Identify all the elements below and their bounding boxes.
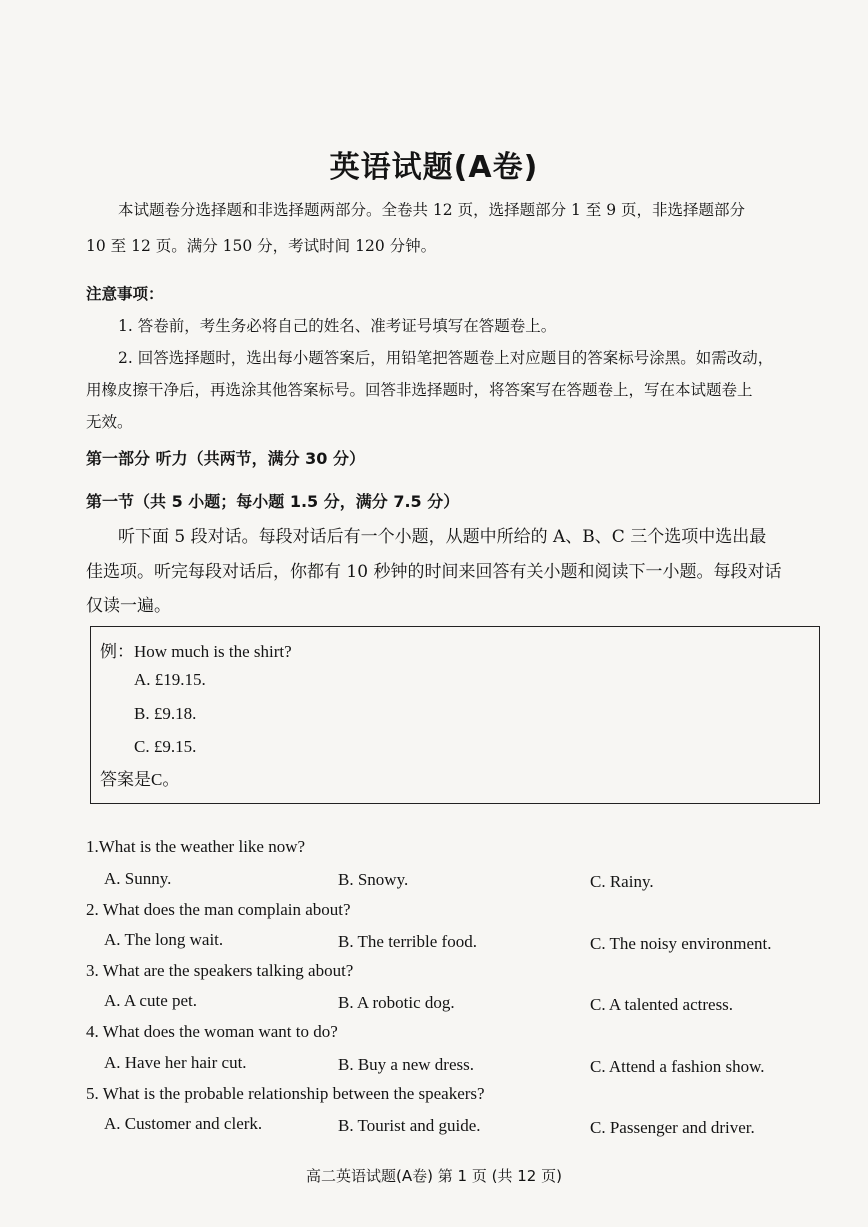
- example-option-b: B. £9.18.: [134, 704, 197, 723]
- example-box: [90, 626, 820, 804]
- notice-item-2-line-2: 用橡皮擦干净后，再选涂其他答案标号。回答非选择题时，将答案写在答题卷上，写在本试题卷上: [86, 381, 753, 399]
- notice-item-1: 1. 答卷前，考生务必将自己的姓名、准考证号填写在答题卷上。: [118, 317, 557, 335]
- question-5-option-c: C. Passenger and driver.: [590, 1118, 755, 1137]
- example-option-c: C. £9.15.: [134, 737, 197, 756]
- question-3: 3. What are the speakers talking about?: [86, 961, 354, 980]
- example-answer: 答案是C。: [100, 770, 180, 789]
- question-2: 2. What does the man complain about?: [86, 900, 351, 919]
- question-2-option-b: B. The terrible food.: [338, 932, 477, 951]
- question-2-option-a: A. The long wait.: [104, 930, 224, 949]
- part-1-heading: 第一部分 听力（共两节，满分 30 分）: [86, 449, 365, 468]
- question-5-option-a: A. Customer and clerk.: [104, 1114, 263, 1133]
- question-1-option-b: B. Snowy.: [338, 870, 409, 889]
- section-1-instruction-line-1: 听下面 5 段对话。每段对话后有一个小题，从题中所给的 A、B、C 三个选项中选出最: [118, 527, 767, 547]
- question-5-option-b: B. Tourist and guide.: [338, 1116, 481, 1135]
- section-1-heading: 第一节（共 5 小题；每小题 1.5 分，满分 7.5 分）: [86, 492, 460, 511]
- section-1-instruction-line-3: 仅读一遍。: [86, 596, 171, 616]
- question-3-option-a: A. A cute pet.: [104, 991, 198, 1010]
- question-1-option-a: A. Sunny.: [104, 869, 172, 888]
- intro-line-2: 10 至 12 页。满分 150 分，考试时间 120 分钟。: [86, 237, 437, 255]
- notice-item-2-line-1: 2. 回答选择题时，选出每小题答案后，用铅笔把答题卷上对应题目的答案标号涂黑。如需改动，: [118, 349, 774, 367]
- question-1-option-c: C. Rainy.: [590, 872, 654, 891]
- question-3-option-c: C. A talented actress.: [590, 995, 734, 1014]
- page-footer: 高二英语试题(A卷) 第 1 页 (共 12 页): [306, 1167, 562, 1185]
- question-5: 5. What is the probable relationship between the speakers?: [86, 1084, 485, 1103]
- question-4-option-a: A. Have her hair cut.: [104, 1053, 247, 1072]
- question-2-option-c: C. The noisy environment.: [590, 934, 772, 953]
- question-3-option-b: B. A robotic dog.: [338, 993, 455, 1012]
- page-title: 英语试题(A卷): [329, 150, 539, 185]
- question-4: 4. What does the woman want to do?: [86, 1022, 338, 1041]
- question-1: 1.What is the weather like now?: [86, 837, 306, 856]
- intro-line-1: 本试题卷分选择题和非选择题两部分。全卷共 12 页，选择题部分 1 至 9 页，非选择题部分: [118, 201, 746, 219]
- example-option-a: A. £19.15.: [134, 670, 206, 689]
- section-1-instruction-line-2: 佳选项。听完每段对话后，你都有 10 秒钟的时间来回答有关小题和阅读下一小题。每段对话: [86, 562, 782, 582]
- example-question: 例：How much is the shirt?: [100, 642, 292, 661]
- notice-heading: 注意事项：: [86, 284, 164, 303]
- question-4-option-b: B. Buy a new dress.: [338, 1055, 474, 1074]
- notice-item-2-line-3: 无效。: [86, 413, 133, 431]
- question-4-option-c: C. Attend a fashion show.: [590, 1057, 765, 1076]
